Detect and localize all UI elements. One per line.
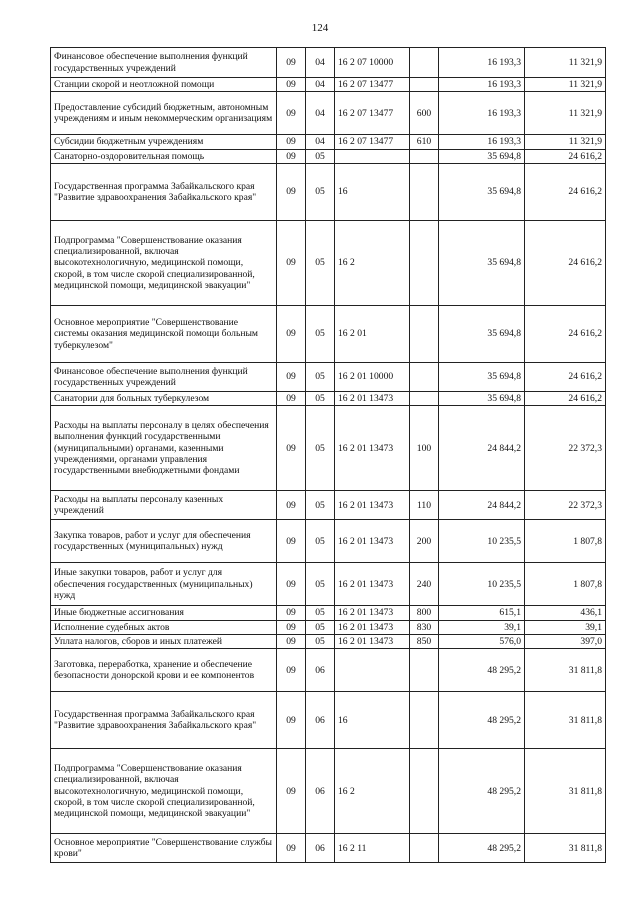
row-section: 09 [277, 220, 306, 305]
row-subsection: 05 [306, 491, 335, 520]
row-amount-planned: 16 193,3 [439, 48, 525, 78]
row-subsection: 04 [306, 48, 335, 78]
row-subsection: 05 [306, 406, 335, 491]
row-expense-type: 830 [410, 620, 439, 634]
row-amount-planned: 16 193,3 [439, 92, 525, 135]
row-amount-planned: 35 694,8 [439, 391, 525, 405]
row-amount-planned: 48 295,2 [439, 649, 525, 692]
table-row [51, 92, 606, 135]
row-amount-executed: 1 807,8 [525, 520, 606, 563]
table-row [51, 362, 606, 391]
row-amount-executed: 31 811,8 [525, 749, 606, 834]
row-expense-type [410, 749, 439, 834]
row-amount-planned: 16 193,3 [439, 78, 525, 92]
row-amount-executed: 39,1 [525, 620, 606, 634]
row-target-article: 16 2 07 10000 [335, 48, 410, 78]
row-target-article: 16 2 01 13473 [335, 620, 410, 634]
page-number: 124 [311, 22, 329, 34]
row-target-article [335, 149, 410, 163]
row-expense-type [410, 220, 439, 305]
row-amount-planned: 24 844,2 [439, 406, 525, 491]
row-subsection: 05 [306, 391, 335, 405]
row-name: Подпрограмма "Совершенствование оказания специализированной, включая высокотехнологичную, медицинской помощи, скорой, в том числе скорой специализированной, медицинской помощи, медицинской эвакуации" [51, 220, 277, 305]
row-expense-type [410, 362, 439, 391]
row-expense-type: 610 [410, 135, 439, 149]
row-amount-executed: 397,0 [525, 634, 606, 648]
row-name: Финансовое обеспечение выполнения функций государственных учреждений [51, 48, 277, 78]
row-amount-executed: 11 321,9 [525, 48, 606, 78]
row-expense-type: 240 [410, 563, 439, 606]
row-amount-executed: 24 616,2 [525, 149, 606, 163]
row-section: 09 [277, 563, 306, 606]
row-expense-type: 800 [410, 606, 439, 620]
row-target-article: 16 2 01 13473 [335, 606, 410, 620]
row-target-article: 16 2 07 13477 [335, 135, 410, 149]
row-amount-executed: 24 616,2 [525, 163, 606, 220]
row-name: Расходы на выплаты персоналу в целях обеспечения выполнения функций государственными (муниципальными) органами, казенными учреждениями, органами управления государственными внебюджетными фондами [51, 406, 277, 491]
row-amount-executed: 11 321,9 [525, 92, 606, 135]
row-target-article: 16 2 01 13473 [335, 491, 410, 520]
table-row [51, 634, 606, 648]
row-target-article: 16 2 [335, 220, 410, 305]
row-name: Предоставление субсидий бюджетным, автономным учреждениям и иным некоммерческим организациям [51, 92, 277, 135]
row-amount-planned: 10 235,5 [439, 563, 525, 606]
row-amount-planned: 35 694,8 [439, 220, 525, 305]
row-expense-type [410, 692, 439, 749]
row-subsection: 06 [306, 834, 335, 863]
row-subsection: 05 [306, 149, 335, 163]
row-target-article: 16 2 [335, 749, 410, 834]
row-section: 09 [277, 692, 306, 749]
row-target-article: 16 2 07 13477 [335, 78, 410, 92]
table-row [51, 163, 606, 220]
row-amount-executed: 31 811,8 [525, 692, 606, 749]
row-expense-type: 850 [410, 634, 439, 648]
table-row [51, 406, 606, 491]
table-row [51, 135, 606, 149]
row-section: 09 [277, 649, 306, 692]
row-amount-executed: 31 811,8 [525, 649, 606, 692]
row-subsection: 05 [306, 520, 335, 563]
table-row [51, 391, 606, 405]
table-row [51, 78, 606, 92]
row-amount-executed: 22 372,3 [525, 491, 606, 520]
row-expense-type [410, 305, 439, 362]
row-subsection: 06 [306, 749, 335, 834]
row-amount-planned: 16 193,3 [439, 135, 525, 149]
row-section: 09 [277, 491, 306, 520]
row-target-article: 16 [335, 692, 410, 749]
row-expense-type [410, 391, 439, 405]
table-row [51, 563, 606, 606]
row-amount-planned: 35 694,8 [439, 163, 525, 220]
row-section: 09 [277, 163, 306, 220]
row-section: 09 [277, 749, 306, 834]
row-name: Санатории для больных туберкулезом [51, 391, 277, 405]
row-amount-planned: 10 235,5 [439, 520, 525, 563]
row-section: 09 [277, 305, 306, 362]
row-amount-planned: 48 295,2 [439, 834, 525, 863]
row-section: 09 [277, 48, 306, 78]
row-subsection: 06 [306, 649, 335, 692]
row-name: Исполнение судебных актов [51, 620, 277, 634]
row-section: 09 [277, 149, 306, 163]
row-amount-planned: 39,1 [439, 620, 525, 634]
row-expense-type: 100 [410, 406, 439, 491]
row-subsection: 04 [306, 135, 335, 149]
row-subsection: 05 [306, 634, 335, 648]
row-target-article: 16 2 01 13473 [335, 520, 410, 563]
table-row [51, 149, 606, 163]
row-section: 09 [277, 834, 306, 863]
row-amount-executed: 24 616,2 [525, 391, 606, 405]
table-row [51, 620, 606, 634]
row-expense-type [410, 78, 439, 92]
row-amount-planned: 35 694,8 [439, 305, 525, 362]
row-amount-executed: 24 616,2 [525, 305, 606, 362]
row-section: 09 [277, 634, 306, 648]
table-row [51, 48, 606, 78]
row-section: 09 [277, 78, 306, 92]
row-subsection: 05 [306, 362, 335, 391]
row-target-article: 16 2 01 13473 [335, 391, 410, 405]
table-row [51, 692, 606, 749]
row-name: Станции скорой и неотложной помощи [51, 78, 277, 92]
row-expense-type [410, 163, 439, 220]
row-amount-executed: 24 616,2 [525, 362, 606, 391]
row-target-article: 16 2 01 13473 [335, 563, 410, 606]
row-target-article: 16 2 01 13473 [335, 406, 410, 491]
row-name: Субсидии бюджетным учреждениям [51, 135, 277, 149]
row-subsection: 04 [306, 78, 335, 92]
row-amount-executed: 1 807,8 [525, 563, 606, 606]
row-name: Финансовое обеспечение выполнения функций государственных учреждений [51, 362, 277, 391]
row-amount-executed: 22 372,3 [525, 406, 606, 491]
table-row [51, 520, 606, 563]
row-amount-executed: 31 811,8 [525, 834, 606, 863]
table-row [51, 749, 606, 834]
row-name: Государственная программа Забайкальского края "Развитие здравоохранения Забайкальского края" [51, 163, 277, 220]
budget-table [50, 47, 606, 863]
row-subsection: 05 [306, 563, 335, 606]
row-section: 09 [277, 520, 306, 563]
row-name: Закупка товаров, работ и услуг для обеспечения государственных (муниципальных) нужд [51, 520, 277, 563]
row-amount-executed: 24 616,2 [525, 220, 606, 305]
row-amount-executed: 11 321,9 [525, 78, 606, 92]
row-expense-type: 600 [410, 92, 439, 135]
row-amount-planned: 615,1 [439, 606, 525, 620]
row-subsection: 05 [306, 305, 335, 362]
row-amount-planned: 48 295,2 [439, 692, 525, 749]
row-expense-type [410, 649, 439, 692]
table-row [51, 491, 606, 520]
row-subsection: 05 [306, 606, 335, 620]
row-expense-type [410, 834, 439, 863]
row-name: Основное мероприятие "Совершенствование системы оказания медицинской помощи больным туберкулезом" [51, 305, 277, 362]
row-name: Государственная программа Забайкальского края "Развитие здравоохранения Забайкальского края" [51, 692, 277, 749]
row-target-article: 16 2 07 13477 [335, 92, 410, 135]
row-target-article: 16 2 01 13473 [335, 634, 410, 648]
row-name: Иные бюджетные ассигнования [51, 606, 277, 620]
row-target-article: 16 2 01 [335, 305, 410, 362]
row-subsection: 04 [306, 92, 335, 135]
row-target-article: 16 [335, 163, 410, 220]
row-target-article: 16 2 01 10000 [335, 362, 410, 391]
row-section: 09 [277, 135, 306, 149]
row-section: 09 [277, 620, 306, 634]
table-row [51, 649, 606, 692]
row-section: 09 [277, 406, 306, 491]
row-amount-planned: 35 694,8 [439, 149, 525, 163]
table-row [51, 834, 606, 863]
row-name: Заготовка, переработка, хранение и обеспечение безопасности донорской крови и ее компонентов [51, 649, 277, 692]
row-section: 09 [277, 362, 306, 391]
row-name: Расходы на выплаты персоналу казенных учреждений [51, 491, 277, 520]
table-row [51, 220, 606, 305]
row-expense-type [410, 149, 439, 163]
row-target-article: 16 2 11 [335, 834, 410, 863]
row-amount-planned: 24 844,2 [439, 491, 525, 520]
row-amount-planned: 35 694,8 [439, 362, 525, 391]
row-subsection: 05 [306, 163, 335, 220]
row-subsection: 05 [306, 620, 335, 634]
row-amount-planned: 48 295,2 [439, 749, 525, 834]
row-section: 09 [277, 92, 306, 135]
row-section: 09 [277, 606, 306, 620]
row-name: Санаторно-оздоровительная помощь [51, 149, 277, 163]
row-target-article [335, 649, 410, 692]
row-name: Основное мероприятие "Совершенствование службы крови" [51, 834, 277, 863]
row-amount-planned: 576,0 [439, 634, 525, 648]
row-expense-type: 110 [410, 491, 439, 520]
row-name: Подпрограмма "Совершенствование оказания специализированной, включая высокотехнологичную, медицинской помощи, скорой, в том числе скорой специализированной, медицинской помощи, медицинской эвакуации" [51, 749, 277, 834]
row-subsection: 06 [306, 692, 335, 749]
table-row [51, 606, 606, 620]
row-name: Иные закупки товаров, работ и услуг для обеспечения государственных (муниципальных) нужд [51, 563, 277, 606]
row-expense-type: 200 [410, 520, 439, 563]
table-row [51, 305, 606, 362]
row-amount-executed: 11 321,9 [525, 135, 606, 149]
row-section: 09 [277, 391, 306, 405]
row-subsection: 05 [306, 220, 335, 305]
row-name: Уплата налогов, сборов и иных платежей [51, 634, 277, 648]
row-amount-executed: 436,1 [525, 606, 606, 620]
row-expense-type [410, 48, 439, 78]
